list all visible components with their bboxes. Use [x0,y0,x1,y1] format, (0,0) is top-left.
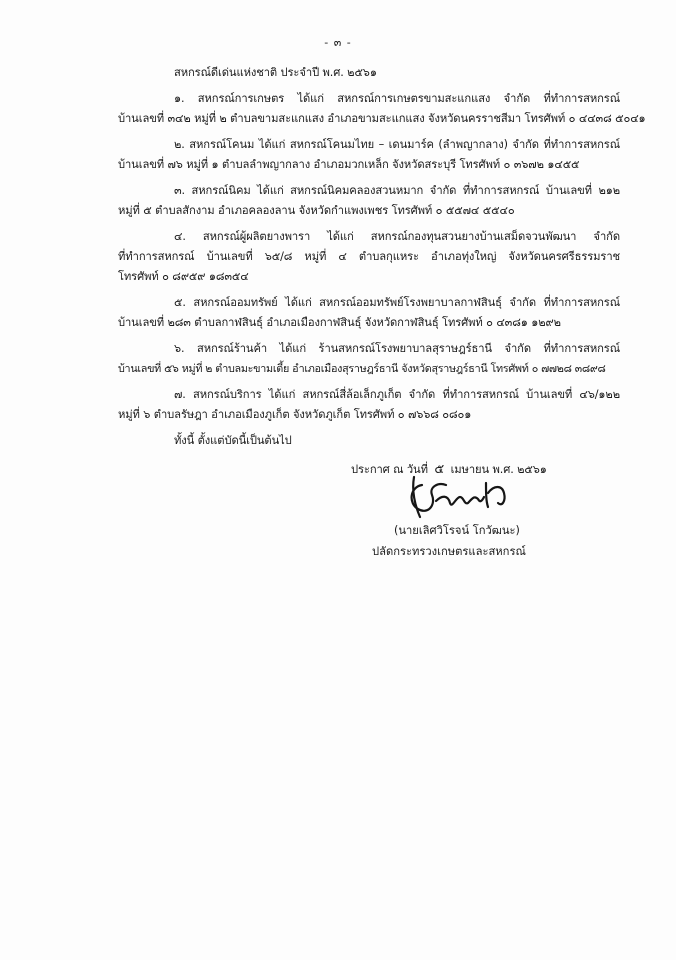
item-6-line-1: ๖. สหกรณ์ร้านค้า ได้แก่ ร้านสหกรณ์โรงพยาบาลสุราษฎร์ธานี จำกัด ที่ทำการสหกรณ์ [174,342,620,355]
item-2-line-1: ๒. สหกรณ์โคนม ได้แก่ สหกรณ์โคนมไทย – เดนมาร์ค (ลำพญากลาง) จำกัด ที่ทำการสหกรณ์ [174,138,620,151]
item-1-line-2: บ้านเลขที่ ๓๔๒ หมู่ที่ ๒ ตำบลขามสะแกแสง อำเภอขามสะแกแสง จังหวัดนครราชสีมา โทรศัพท์ ๐ ๔๔๓๘ ๕๐๔๑ [118,112,646,125]
item-4-line-1: ๔. สหกรณ์ผู้ผลิตยางพารา ได้แก่ สหกรณ์กองทุนสวนยางบ้านเสม็ดจวนพัฒนา จำกัด [174,230,620,243]
item-5-line-1: ๕. สหกรณ์ออมทรัพย์ ได้แก่ สหกรณ์ออมทรัพย์โรงพยาบาลกาฬสินธุ์ จำกัด ที่ทำการสหกรณ์ [174,296,620,309]
effective-statement: ทั้งนี้ ตั้งแต่บัดนี้เป็นต้นไป [174,434,292,447]
item-1-line-1: ๑. สหกรณ์การเกษตร ได้แก่ สหกรณ์การเกษตรขามสะแกแสง จำกัด ที่ทำการสหกรณ์ [174,92,620,105]
item-7-line-2: หมู่ที่ ๖ ตำบลรัษฎา อำเภอเมืองภูเก็ต จังหวัดภูเก็ต โทรศัพท์ ๐ ๗๖๖๘ ๐๘๐๑ [118,408,472,421]
page-number: - ๓ - [324,36,352,49]
item-3-line-2: หมู่ที่ ๕ ตำบลสักงาม อำเภอคลองลาน จังหวัดกำแพงเพชร โทรศัพท์ ๐ ๕๕๗๔ ๕๕๔๐ [118,204,515,217]
item-4-line-3: โทรศัพท์ ๐ ๘๙๕๙ ๑๘๓๕๔ [118,270,249,283]
handwritten-signature [402,473,522,523]
item-3-line-1: ๓. สหกรณ์นิคม ได้แก่ สหกรณ์นิคมคลองสวนหมาก จำกัด ที่ทำการสหกรณ์ บ้านเลขที่ ๒๑๒ [174,184,620,197]
signer-name: (นายเลิศวิโรจน์ โกวัฒนะ) [394,524,520,537]
announcement-suffix: เมษายน พ.ศ. ๒๕๖๑ [450,463,547,476]
item-2-line-2: บ้านเลขที่ ๗๖ หมู่ที่ ๑ ตำบลลำพญากลาง อำเภอมวกเหล็ก จังหวัดสระบุรี โทรศัพท์ ๐ ๓๖๗๒ ๑๔๕๕ [118,158,580,171]
section-heading: สหกรณ์ดีเด่นแห่งชาติ ประจำปี พ.ศ. ๒๕๖๑ [174,66,377,79]
item-7-line-1: ๗. สหกรณ์บริการ ได้แก่ สหกรณ์สี่ล้อเล็กภูเก็ต จำกัด ที่ทำการสหกรณ์ บ้านเลขที่ ๔๖/๑๒๒ [174,388,620,401]
signer-title: ปลัดกระทรวงเกษตรและสหกรณ์ [372,545,526,558]
item-5-line-2: บ้านเลขที่ ๒๘๓ ตำบลกาฬสินธุ์ อำเภอเมืองกาฬสินธุ์ จังหวัดกาฬสินธุ์ โทรศัพท์ ๐ ๔๓๘๑ ๑๒๙๒ [118,316,561,329]
announcement-day: ๕ [434,462,445,477]
item-6-line-2: บ้านเลขที่ ๕๖ หมู่ที่ ๒ ตำบลมะขามเตี้ย อำเภอเมืองสุราษฎร์ธานี จังหวัดสุราษฎร์ธานี โทรศัพท์ ๐ ๗๗๒๘ ๓๘๙๘ [118,362,606,375]
item-4-line-2: ที่ทำการสหกรณ์ บ้านเลขที่ ๖๕/๘ หมู่ที่ ๔ ตำบลกุแหระ อำเภอทุ่งใหญ่ จังหวัดนครศรีธรรมราช [118,250,620,263]
announcement-prefix: ประกาศ ณ วันที่ [351,463,428,476]
